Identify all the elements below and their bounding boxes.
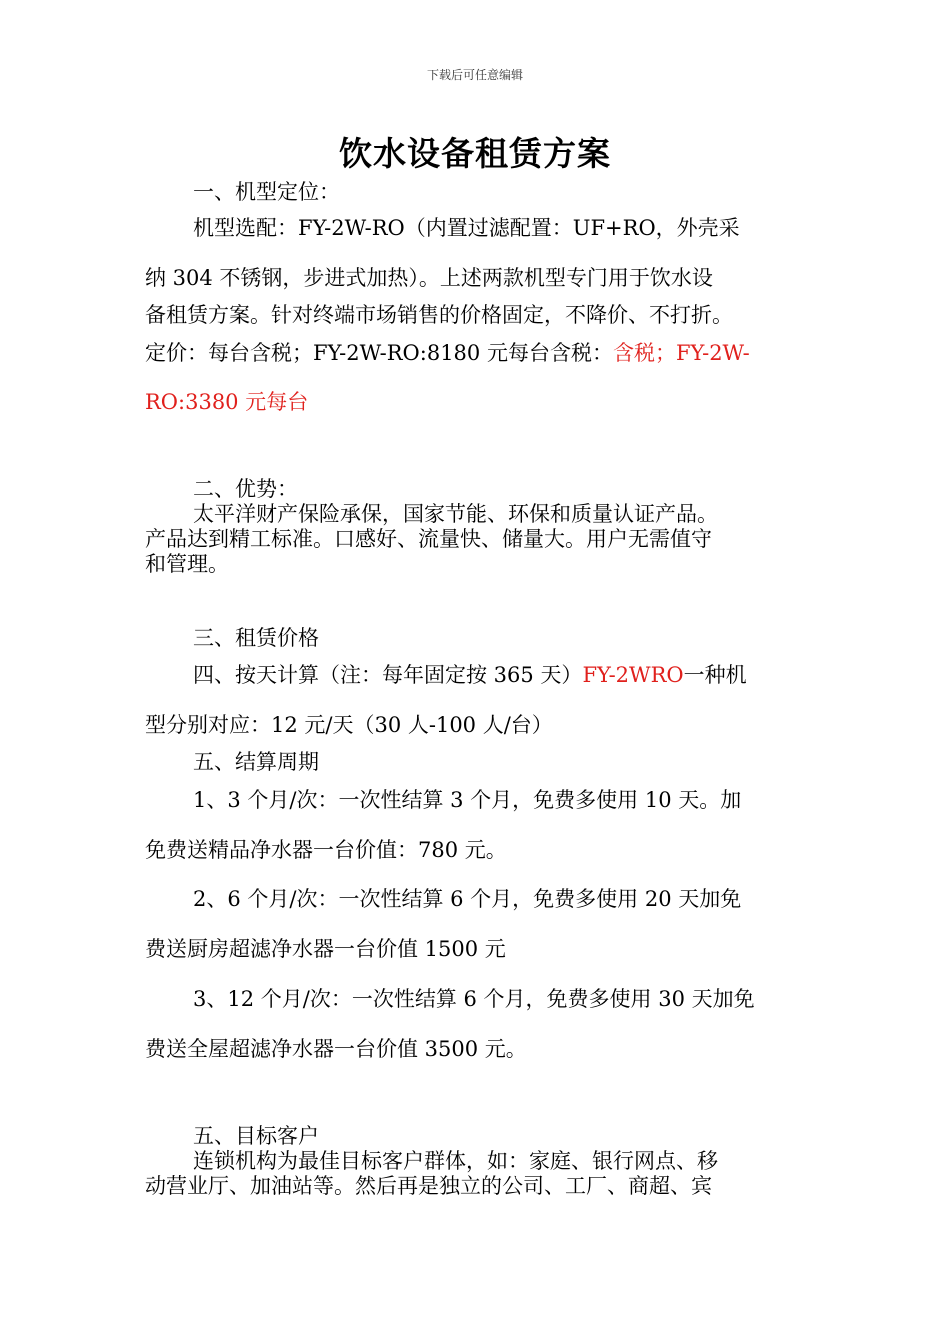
section1-line5: RO:3380 元每台 bbox=[145, 390, 309, 414]
section1-line2: 纳 304 不锈钢，步进式加热）。上述两款机型专门用于饮水设 bbox=[145, 266, 713, 290]
section5-item3-line1: 3、12 个月/次：一次性结算 6 个月，免费多使用 30 天加免 bbox=[193, 987, 755, 1011]
section6-heading: 五、目标客户 bbox=[193, 1124, 319, 1148]
section1-line3: 备租赁方案。针对终端市场销售的价格固定，不降价、不打折。 bbox=[145, 303, 733, 327]
section1-line4 bbox=[145, 337, 815, 367]
section4-tail: 一种机 bbox=[683, 663, 747, 687]
header-note: 下载后可任意编辑 bbox=[426, 68, 523, 82]
section2-heading: 二、优势： bbox=[193, 477, 298, 501]
section1-price-text: 定价：每台含税；FY-2W-RO:8180 元每台含税： bbox=[145, 341, 613, 365]
section1-heading: 一、机型定位： bbox=[193, 180, 340, 204]
document-title: 饮水设备租赁方案 bbox=[339, 134, 611, 173]
section2-line3: 和管理。 bbox=[145, 552, 229, 576]
section2-line2: 产品达到精工标准。口感好、流量快、储量大。用户无需值守 bbox=[145, 527, 712, 551]
section3-heading: 三、租赁价格 bbox=[193, 626, 319, 650]
section5-item2-line2: 费送厨房超滤净水器一台价值 1500 元 bbox=[145, 937, 506, 961]
section1-line1: 机型选配：FY-2W-RO（内置过滤配置：UF+RO，外壳采 bbox=[193, 216, 740, 240]
section5-item1-line2: 免费送精品净水器一台价值：780 元。 bbox=[145, 838, 507, 862]
section4-line2: 型分别对应：12 元/天（30 人-100 人/台） bbox=[145, 713, 553, 737]
section6-line2: 动营业厅、加油站等。然后再是独立的公司、工厂、商超、宾 bbox=[145, 1174, 712, 1198]
section1-price-highlight: 含税；FY-2W- bbox=[612, 341, 750, 365]
section6-line1: 连锁机构为最佳目标客户群体，如：家庭、银行网点、移 bbox=[193, 1149, 718, 1173]
section4-model-highlight: FY-2WRO bbox=[582, 663, 684, 687]
section5-heading: 五、结算周期 bbox=[193, 750, 319, 774]
section5-item2-line1: 2、6 个月/次：一次性结算 6 个月，免费多使用 20 天加免 bbox=[193, 887, 742, 911]
section2-line1: 太平洋财产保险承保，国家节能、环保和质量认证产品。 bbox=[193, 502, 718, 526]
section5-item3-line2: 费送全屋超滤净水器一台价值 3500 元。 bbox=[145, 1037, 527, 1061]
section5-item1-line1: 1、3 个月/次：一次性结算 3 个月，免费多使用 10 天。加 bbox=[193, 788, 742, 812]
section4-text: 四、按天计算（注：每年固定按 365 天） bbox=[193, 663, 583, 687]
section4-line1 bbox=[193, 659, 863, 689]
